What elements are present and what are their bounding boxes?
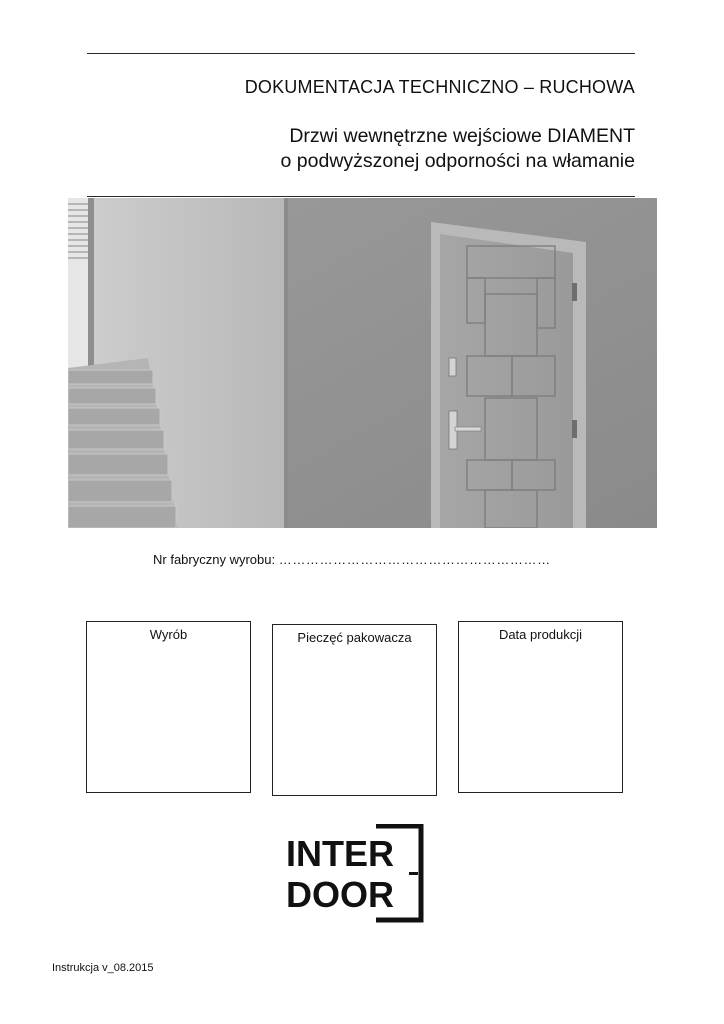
subtitle-line-2: o podwyższonej odporności na włamanie (280, 150, 635, 172)
instruction-version: Instrukcja v_08.2015 (52, 962, 154, 974)
serial-number-field (153, 552, 551, 567)
product-subtitle (281, 124, 635, 174)
header-divider (87, 196, 635, 197)
door-photo (68, 198, 657, 528)
logo-text-line-2: DOOR (286, 874, 394, 915)
interdoor-logo (284, 824, 430, 924)
product-box-label: Wyrób (149, 627, 188, 642)
product-box (86, 621, 251, 793)
production-date-box-label: Data produkcji (498, 627, 583, 642)
logo-text-line-1: INTER (286, 833, 394, 874)
top-divider (87, 53, 635, 54)
production-date-box (458, 621, 623, 793)
serial-number-label: Nr fabryczny wyrobu: (153, 552, 276, 567)
serial-number-blank: …………………………………………………… (278, 552, 551, 567)
subtitle-line-1: Drzwi wewnętrzne wejściowe DIAMENT (289, 125, 635, 147)
document-type-title: DOKUMENTACJA TECHNICZNO – RUCHOWA (244, 77, 635, 97)
packer-stamp-box (272, 624, 437, 796)
packer-stamp-box-label: Pieczęć pakowacza (297, 630, 412, 645)
